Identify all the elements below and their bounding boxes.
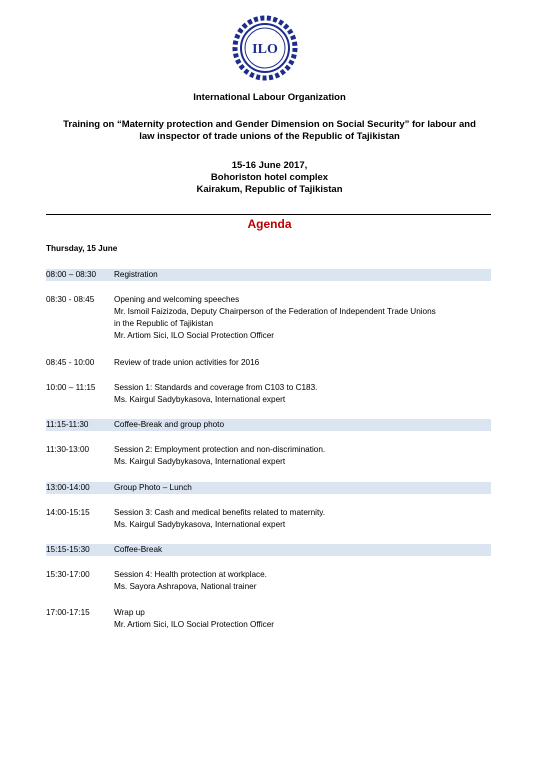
event-details bbox=[0, 160, 539, 196]
agenda-row bbox=[46, 482, 491, 494]
agenda-title-text: Session 4: Health protection at workplace. bbox=[114, 570, 267, 579]
agenda-content bbox=[114, 382, 491, 406]
agenda-time: 08:00 – 08:30 bbox=[46, 270, 97, 279]
agenda-title-text: Coffee-Break bbox=[114, 545, 163, 554]
agenda-title-text: Coffee-Break and group photo bbox=[114, 420, 225, 429]
agenda-title-text: Session 2: Employment protection and non-discrimination. bbox=[114, 445, 326, 454]
agenda-speaker: Mr. Artiom Sici, ILO Social Protection Officer bbox=[114, 620, 275, 629]
agenda-speaker: Ms. Kairgul Sadybykasova, International expert bbox=[114, 395, 286, 404]
agenda-speaker: in the Republic of Tajikistan bbox=[114, 319, 214, 328]
event-venue: Bohoriston hotel complex bbox=[210, 172, 329, 183]
training-title bbox=[0, 119, 539, 143]
agenda-title-text: Opening and welcoming speeches bbox=[114, 295, 240, 304]
agenda-time: 14:00-15:15 bbox=[46, 508, 90, 517]
agenda-title-text: Wrap up bbox=[114, 608, 145, 617]
agenda-row bbox=[46, 269, 491, 281]
agenda-title-text: Group Photo – Lunch bbox=[114, 483, 192, 492]
agenda-time: 11:30-13:00 bbox=[46, 445, 90, 454]
agenda-content bbox=[114, 607, 491, 631]
agenda-content bbox=[114, 294, 491, 342]
agenda-time: 13:00-14:00 bbox=[46, 483, 90, 492]
agenda-time: 08:30 - 08:45 bbox=[46, 295, 95, 304]
agenda-row bbox=[46, 544, 491, 556]
agenda-time: 15:15-15:30 bbox=[46, 545, 90, 554]
agenda-title-text: Review of trade union activities for 2016 bbox=[114, 358, 260, 367]
agenda-title-text: Registration bbox=[114, 270, 158, 279]
organization-name: International Labour Organization bbox=[193, 92, 346, 103]
agenda-speaker: Ms. Kairgul Sadybykasova, International expert bbox=[114, 520, 286, 529]
agenda-day: Thursday, 15 June bbox=[46, 244, 118, 253]
agenda-time: 11:15-11:30 bbox=[46, 420, 89, 429]
training-title-line-2: law inspector of trade unions of the Republic of Tajikistan bbox=[139, 131, 400, 142]
agenda-content bbox=[114, 569, 491, 593]
agenda-time: 17:00-17:15 bbox=[46, 608, 90, 617]
agenda-content bbox=[114, 507, 491, 531]
agenda-time: 10:00 – 11:15 bbox=[46, 383, 96, 392]
logo-text: ILO bbox=[252, 42, 278, 57]
agenda-speaker: Ms. Kairgul Sadybykasova, International expert bbox=[114, 457, 286, 466]
divider bbox=[46, 214, 491, 215]
agenda-title-text: Session 3: Cash and medical benefits related to maternity. bbox=[114, 508, 326, 517]
agenda-title: Agenda bbox=[247, 217, 292, 231]
agenda-time: 08:45 - 10:00 bbox=[46, 358, 95, 367]
agenda-title-text: Session 1: Standards and coverage from C103 to C183. bbox=[114, 383, 318, 392]
agenda-row bbox=[46, 419, 491, 431]
event-dates: 15-16 June 2017, bbox=[231, 160, 308, 171]
training-title-line-1: Training on “Maternity protection and Gender Dimension on Social Security” for labour and bbox=[63, 119, 476, 130]
agenda-speaker: Mr. Artiom Sici, ILO Social Protection Officer bbox=[114, 331, 275, 340]
event-location: Kairakum, Republic of Tajikistan bbox=[196, 184, 343, 195]
ilo-logo-icon bbox=[231, 14, 299, 82]
agenda-speaker: Mr. Ismoil Faizizoda, Deputy Chairperson of the Federation of Independent Trade Unions bbox=[114, 307, 436, 316]
agenda-time: 15:30-17:00 bbox=[46, 570, 90, 579]
agenda-content bbox=[114, 444, 491, 468]
agenda-speaker: Ms. Sayora Ashrapova, National trainer bbox=[114, 582, 257, 591]
